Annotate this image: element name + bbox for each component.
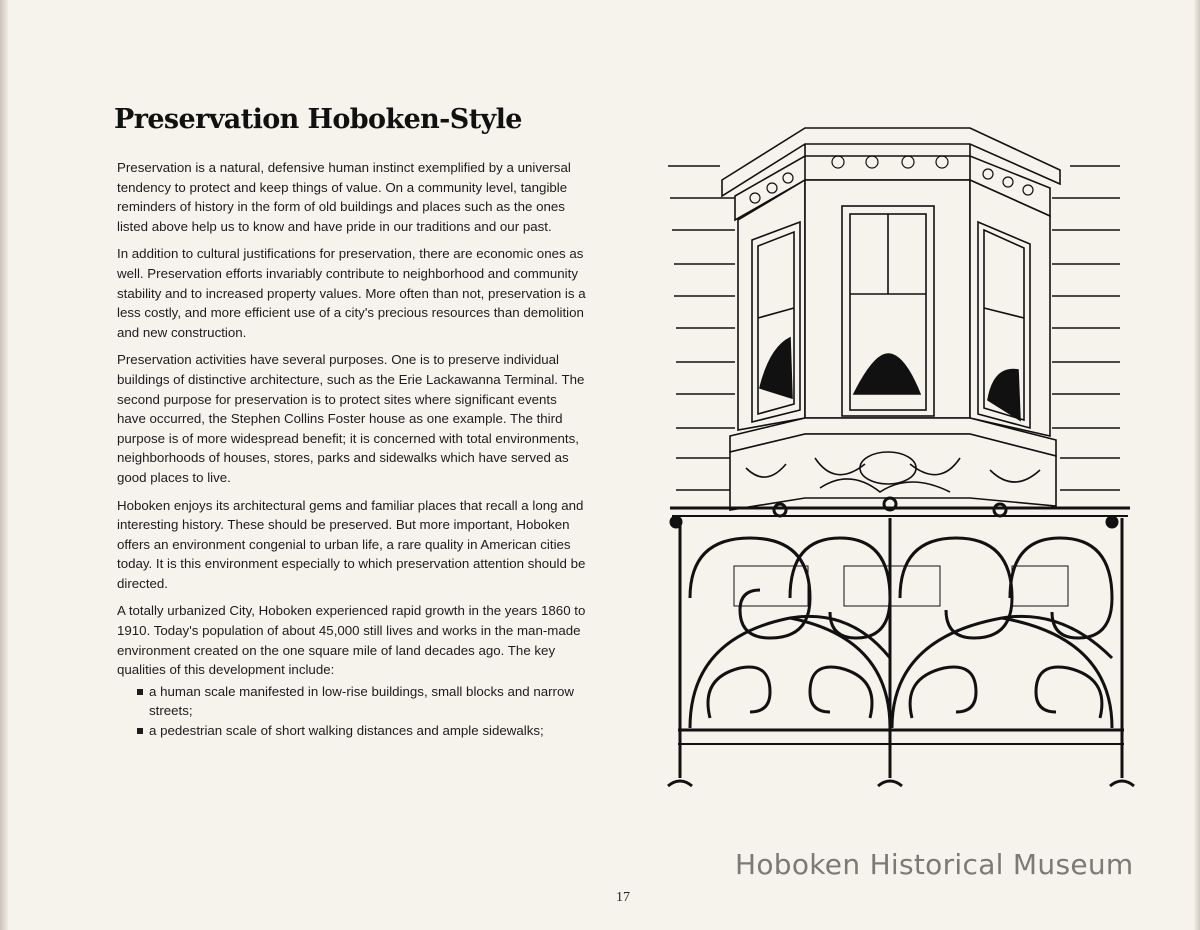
list-item-text: a pedestrian scale of short walking distances and ample sidewalks; xyxy=(149,723,544,739)
wrought-iron-railing xyxy=(668,498,1134,786)
siding-right xyxy=(1052,166,1120,490)
key-qualities-list xyxy=(117,682,587,741)
bay-window xyxy=(730,180,1056,456)
book-spine xyxy=(0,0,8,930)
museum-watermark: Hoboken Historical Museum xyxy=(735,848,1134,881)
paragraph-2: In addition to cultural justifications for preservation, there are economic ones as well. Preservation efforts invariably contribute to neighborhood and community stability and to increased property values. More often than not, preservation is a less costly, and more efficient use of a city's precious resources than demolition and new construction. xyxy=(117,246,586,340)
bay-window-balcony-illustration xyxy=(660,118,1160,798)
page-edge xyxy=(1194,0,1200,930)
list-item xyxy=(137,721,587,741)
bullet-square-icon xyxy=(137,689,143,695)
paragraph-5: A totally urbanized City, Hoboken experienced rapid growth in the years 1860 to 1910. Today's population of about 45,000 still lives and works in the man-made environment created on the one square mile of land decades ago. The key qualities of this development include: xyxy=(117,603,586,678)
paragraph-3: Preservation activities have several purposes. One is to preserve individual buildings of distinctive architecture, such as the Erie Lackawanna Terminal. The second purpose for preservation is to protect sites where significant events have occurred, the Stephen Collins Foster house as one example. The third purpose is of more widespread benefit; it is concerned with total environments, neighborhoods of houses, stores, parks and sidewalks which have served as good places to live. xyxy=(117,352,585,485)
paragraph-4: Hoboken enjoys its architectural gems and familiar places that recall a long and interesting history. These should be preserved. But more important, Hoboken offers an environment congenial to urban life, a rare quality in American cities today. It is this environment especially to which preservation attention should be directed. xyxy=(117,497,586,591)
page-title: Preservation Hoboken-Style xyxy=(114,104,522,135)
article-body xyxy=(117,158,587,741)
bullet-square-icon xyxy=(137,728,143,734)
list-item xyxy=(137,682,587,721)
list-item-text: a human scale manifested in low-rise buildings, small blocks and narrow streets; xyxy=(149,683,574,719)
siding-left xyxy=(668,166,735,490)
paragraph-1: Preservation is a natural, defensive human instinct exemplified by a universal tendency to protect and keep things of value. On a community level, tangible reminders of history in the form of old buildings and places such as the ones listed above help us to know and have pride in our traditions and our past. xyxy=(117,160,571,234)
page-number: 17 xyxy=(616,890,630,905)
